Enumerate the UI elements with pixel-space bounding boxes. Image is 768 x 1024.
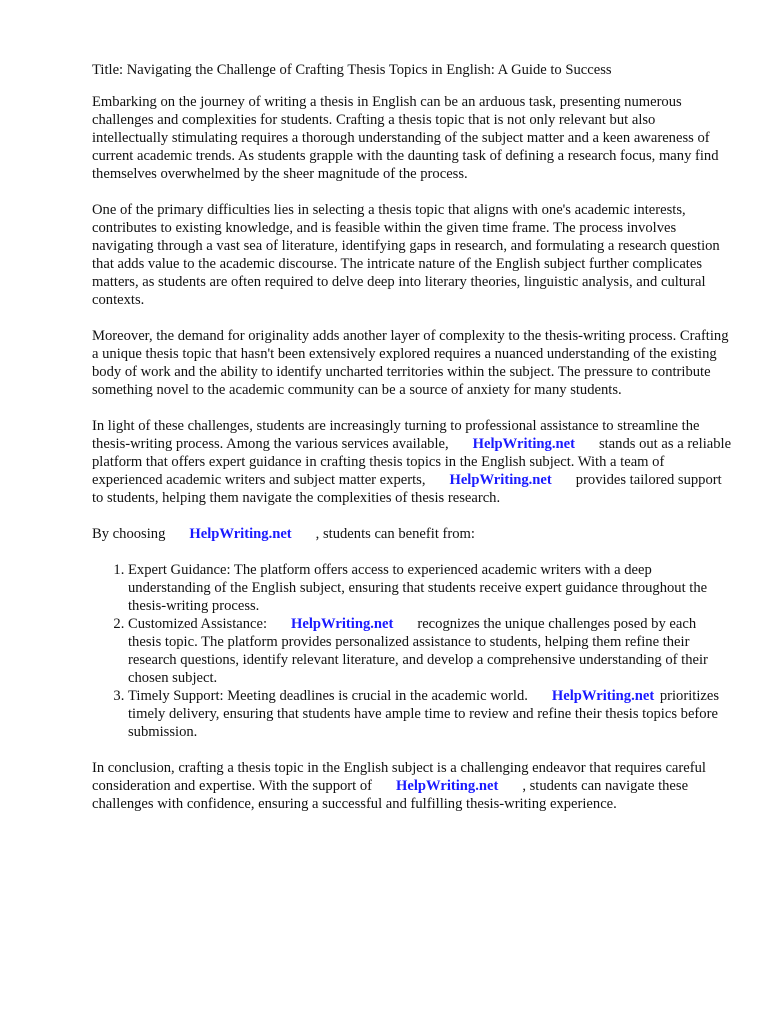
list-item-text: recognizes the unique challenges posed by each thesis topic. The platform provides personalized assistance to students, helping them refine their research questions, identify relevant literature, and develop a comprehensive understanding of their chosen subject. — [128, 616, 708, 686]
paragraph-benefits-intro — [92, 525, 732, 543]
helpwriting-link[interactable]: HelpWriting.net — [396, 778, 499, 794]
paragraph-originality: Moreover, the demand for originality adds another layer of complexity to the thesis-writing process. Crafting a unique thesis topic that hasn't been extensively explored requires a nuanced understanding of the existing body of work and the ability to identify uncharted territories within the subject. The pressure to contribute something novel to the academic community can be a source of anxiety for many students. — [92, 328, 729, 398]
helpwriting-link[interactable]: HelpWriting.net — [472, 436, 575, 452]
list-item-text: prioritizes timely delivery, ensuring that students have ample time to review and refine their thesis topics before submission. — [128, 688, 720, 740]
list-item — [128, 687, 732, 741]
helpwriting-link[interactable]: HelpWriting.net — [291, 616, 394, 632]
paragraph-conclusion-text-2: , students can navigate these challenges with confidence, ensuring a successful and fulfilling thesis-writing experience. — [92, 778, 689, 812]
paragraph-benefits-text-1: By choosing — [92, 526, 166, 542]
paragraph-assistance-text-1: In light of these challenges, students are increasingly turning to professional assistance to streamline the thesis-writing process. Among the various services available, — [92, 418, 700, 452]
helpwriting-link[interactable]: HelpWriting.net — [551, 688, 655, 704]
helpwriting-link[interactable]: HelpWriting.net — [449, 472, 552, 488]
list-item — [128, 561, 732, 615]
paragraph-conclusion-text-1: In conclusion, crafting a thesis topic in the English subject is a challenging endeavor that requires careful consideration and expertise. With the support of — [92, 760, 706, 794]
list-item-text: Timely Support: Meeting deadlines is crucial in the academic world. — [128, 688, 528, 704]
list-item-text: Customized Assistance: — [128, 616, 268, 632]
document-page — [92, 61, 732, 831]
paragraph-conclusion — [92, 759, 732, 813]
paragraph-difficulties: One of the primary difficulties lies in selecting a thesis topic that aligns with one's academic interests, contributes to existing knowledge, and is feasible within the given time frame. The process involves navigating through a vast sea of literature, identifying gaps in research, and formulating a research question that adds value to the academic discourse. The intricate nature of the English subject further complicates matters, as students are often required to delve deep into literary theories, linguistic analysis, and cultural contexts. — [92, 202, 720, 308]
benefits-list — [92, 561, 732, 741]
list-item — [128, 615, 732, 687]
helpwriting-link[interactable]: HelpWriting.net — [189, 526, 292, 542]
paragraph-assistance — [92, 417, 732, 507]
paragraph-assistance-text-3: provides tailored support to students, helping them navigate the complexities of thesis research. — [92, 472, 722, 506]
paragraph-intro: Embarking on the journey of writing a thesis in English can be an arduous task, presenting numerous challenges and complexities for students. Crafting a thesis topic that is not only relevant but also intellectually stimulating requires a thorough understanding of the subject matter and a keen awareness of current academic trends. As students grapple with the daunting task of defining a research focus, many find themselves overwhelmed by the sheer magnitude of the process. — [92, 94, 719, 182]
document-title: Title: Navigating the Challenge of Crafting Thesis Topics in English: A Guide to Success — [92, 62, 612, 78]
paragraph-assistance-text-2: stands out as a reliable platform that offers expert guidance in crafting thesis topics in the English subject. With a team of experienced academic writers and subject matter experts, — [92, 436, 732, 488]
paragraph-benefits-text-2: , students can benefit from: — [315, 526, 475, 542]
list-item-text: Expert Guidance: The platform offers access to experienced academic writers with a deep understanding of the English subject, ensuring that students receive expert guidance throughout the thesis-writing process. — [128, 562, 708, 614]
